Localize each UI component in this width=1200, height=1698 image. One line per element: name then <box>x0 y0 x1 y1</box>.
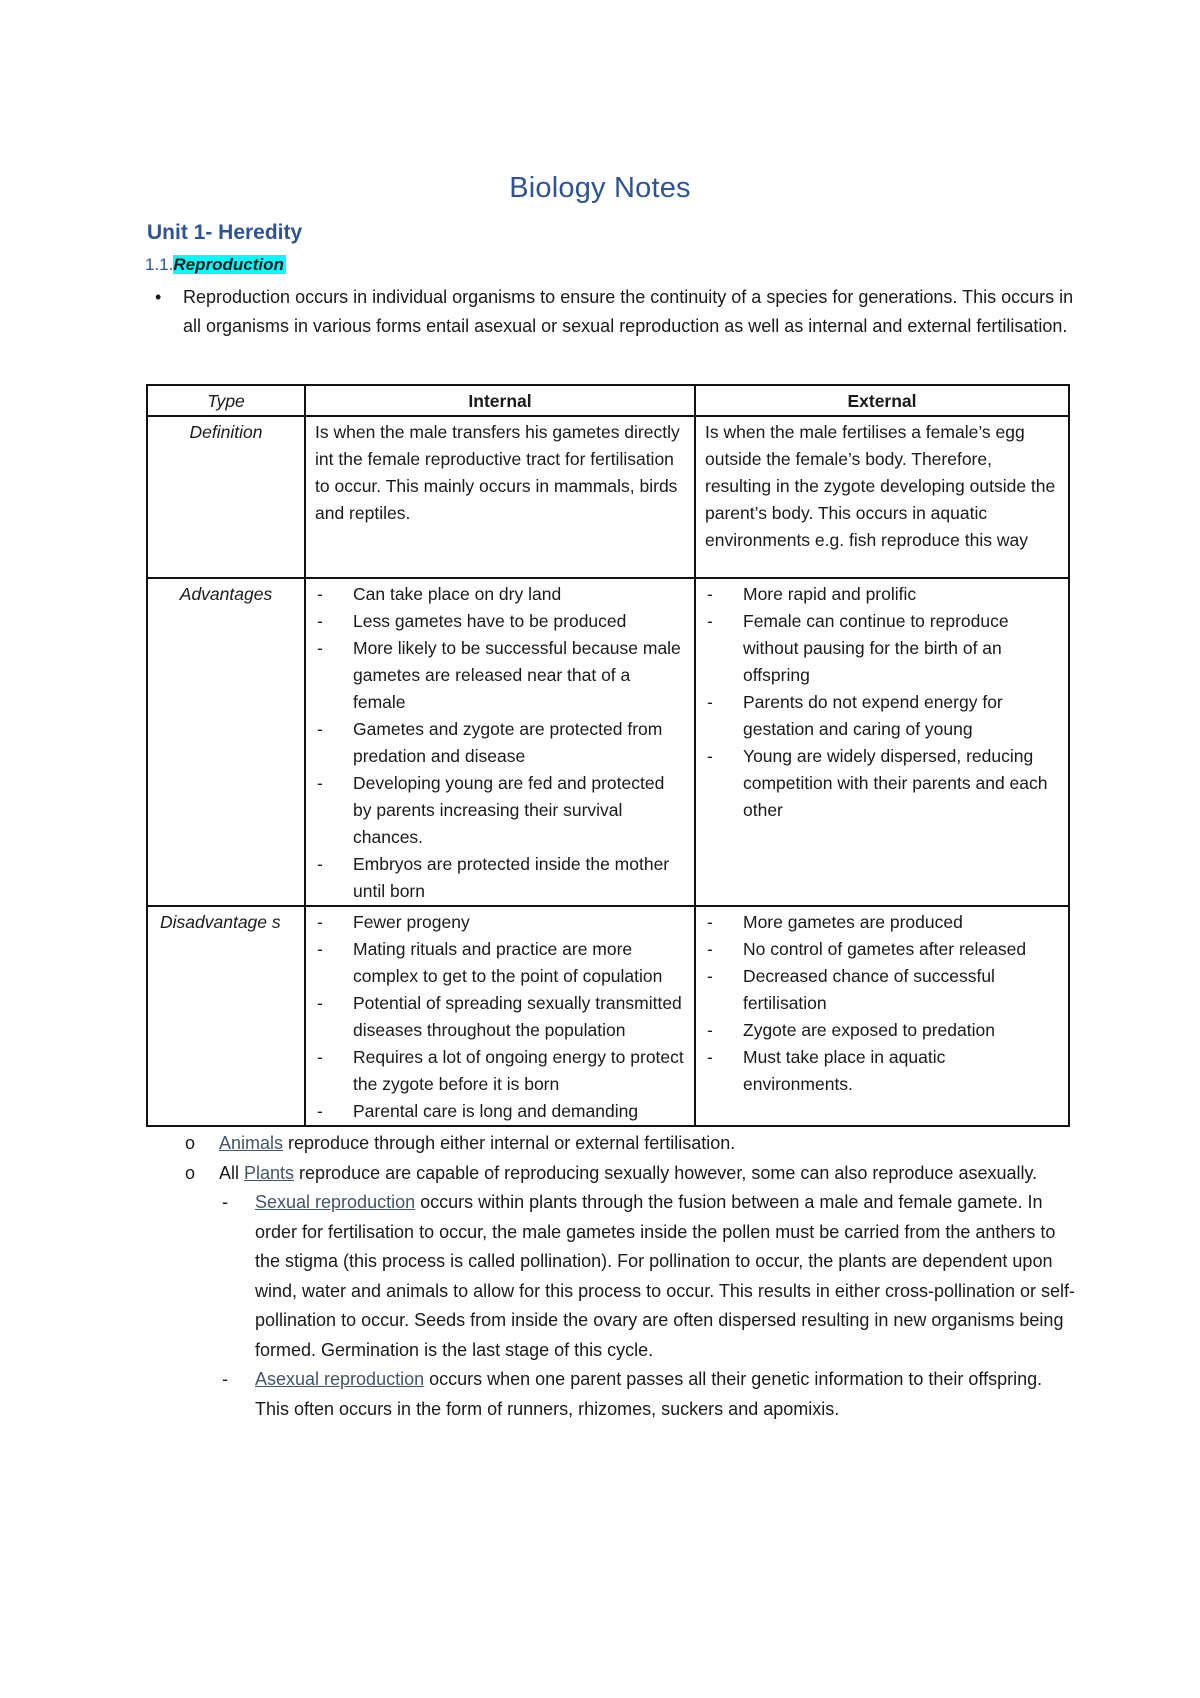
section-title: Reproduction <box>173 255 284 274</box>
list-item-asexual-reproduction <box>147 1365 1077 1424</box>
list-item: - Fewer progeny <box>315 909 685 936</box>
list-item: - No control of gametes after released <box>705 936 1059 963</box>
list-item: - Parental care is long and demanding <box>315 1098 685 1125</box>
table-row-disadvantages <box>147 906 1069 1126</box>
list-item: - More gametes are produced <box>705 909 1059 936</box>
asexual-reproduction-link[interactable]: Asexual reproduction <box>255 1369 425 1389</box>
list-item: - Parents do not expend energy for gestation and caring of young <box>705 689 1059 743</box>
list-item-plants <box>147 1159 1077 1189</box>
table-header-row <box>147 385 1069 416</box>
definition-external: Is when the male fertilises a female’s egg outside the female’s body. Therefore, resulting in the zygote developing outside the parent’s body. This occurs in aquatic environments e.g. fish reproduce this way <box>695 416 1069 578</box>
section-number: 1.1. <box>145 255 174 274</box>
circle-bullet-icon: o <box>185 1162 196 1183</box>
list-item: - Young are widely dispersed, reducing competition with their parents and each other <box>705 743 1059 824</box>
list-item: - More rapid and prolific <box>705 581 1059 608</box>
header-type: Type <box>147 385 305 416</box>
document-title: Biology Notes <box>509 172 691 204</box>
list-item-sexual-reproduction <box>147 1188 1077 1365</box>
list-item: - Decreased chance of successful fertilisation <box>705 963 1059 1017</box>
list-item: - Can take place on dry land <box>315 581 685 608</box>
list-item: - Must take place in aquatic environments. <box>705 1044 1059 1098</box>
definition-internal: Is when the male transfers his gametes directly int the female reproductive tract for fertilisation to occur. This mainly occurs in mammals, birds and reptiles. <box>305 416 695 578</box>
advantages-external-list <box>705 581 1059 824</box>
list-item: - Female can continue to reproduce without pausing for the birth of an offspring <box>705 608 1059 689</box>
intro-bullet <box>147 283 1077 341</box>
list-item: - Less gametes have to be produced <box>315 608 685 635</box>
animals-link[interactable]: Animals <box>219 1133 284 1153</box>
animals-text: reproduce through either internal or external fertilisation. <box>283 1133 736 1153</box>
table-row-definition <box>147 416 1069 578</box>
list-item: - Potential of spreading sexually transmitted diseases throughout the population <box>315 990 685 1044</box>
list-item: - More likely to be successful because male gametes are released near that of a female <box>315 635 685 716</box>
sexual-reproduction-link[interactable]: Sexual reproduction <box>255 1192 416 1212</box>
row-label-definition: Definition <box>147 416 305 578</box>
plants-text: reproduce are capable of reproducing sexually however, some can also reproduce asexually. <box>294 1162 1038 1183</box>
circle-bullet-icon: o <box>185 1133 196 1153</box>
list-item-animals <box>147 1129 1077 1159</box>
list-item: - Mating rituals and practice are more complex to get to the point of copulation <box>315 936 685 990</box>
list-item: - Requires a lot of ongoing energy to protect the zygote before it is born <box>315 1044 685 1098</box>
list-item: - Gametes and zygote are protected from predation and disease <box>315 716 685 770</box>
asexual-reproduction-text: occurs when one parent passes all their genetic information to their offspring. This often occurs in the form of runners, rhizomes, suckers and apomixis. <box>255 1369 1043 1419</box>
section-heading <box>145 254 286 276</box>
fertilisation-comparison-table <box>146 384 1070 1127</box>
list-item: - Zygote are exposed to predation <box>705 1017 1059 1044</box>
plants-link[interactable]: Plants <box>244 1162 295 1183</box>
sexual-reproduction-text: occurs within plants through the fusion between a male and female gamete. In order for fertilisation to occur, the male gametes inside the pollen must be carried from the anthers to the stigma (this process is called pollination). For pollination to occur, the plants are dependent upon wind, water and animals to allow for this process to occur. This results in either cross-pollination or self-pollination to occur. Seeds from inside the ovary are often dispersed resulting in new organisms being formed. Germination is the last stage of this cycle. <box>255 1192 1076 1360</box>
unit-heading: Unit 1- Heredity <box>147 221 303 244</box>
row-label-advantages: Advantages <box>147 578 305 906</box>
advantages-internal-list <box>315 581 685 905</box>
list-item: - Developing young are fed and protected by parents increasing their survival chances. <box>315 770 685 851</box>
header-internal: Internal <box>305 385 695 416</box>
disadvantages-internal <box>305 906 695 1126</box>
dash-bullet-icon: - <box>222 1192 228 1212</box>
header-external: External <box>695 385 1069 416</box>
bullet-icon: • <box>155 287 162 307</box>
table-row-advantages <box>147 578 1069 906</box>
advantages-internal <box>305 578 695 906</box>
disadvantages-external-list <box>705 909 1059 1098</box>
disadvantages-external <box>695 906 1069 1126</box>
list-item: - Embryos are protected inside the mother until born <box>315 851 685 905</box>
dash-bullet-icon: - <box>222 1369 228 1389</box>
disadvantages-internal-list <box>315 909 685 1125</box>
row-label-disadvantages: Disadvantage s <box>147 906 305 1126</box>
intro-text: Reproduction occurs in individual organisms to ensure the continuity of a species for generations. This occurs in all organisms in various forms entail asexual or sexual reproduction as well as internal and external fertilisation. <box>183 287 1074 336</box>
plants-prefix: All <box>219 1162 245 1183</box>
advantages-external <box>695 578 1069 906</box>
notes-list <box>147 1129 1077 1424</box>
